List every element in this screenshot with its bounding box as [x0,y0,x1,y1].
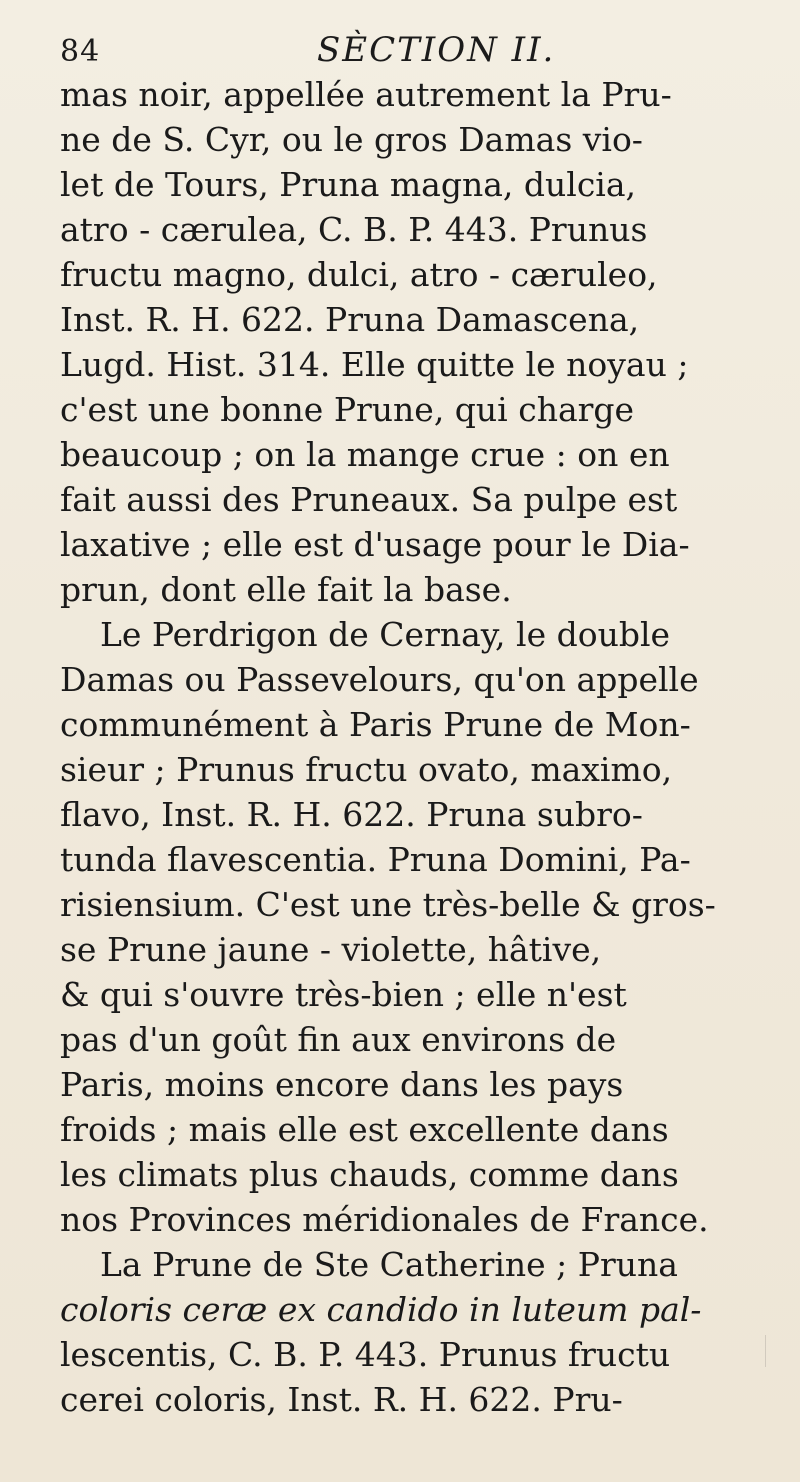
text-line: mas noir, appellée autrement la Pru- [60,75,672,114]
paragraph-start-line: La Prune de Ste Catherine ; Pruna [100,1245,678,1284]
text-line: nos Provinces méridionales de France. [60,1200,709,1239]
text-line: lescentis, C. B. P. 443. Prunus fructu [60,1335,671,1374]
text-line: les climats plus chauds, comme dans [60,1155,679,1194]
text-line: Lugd. Hist. 314. Elle quitte le noyau ; [60,345,689,384]
text-line: Inst. R. H. 622. Pruna Damascena, [60,300,640,339]
text-line: c'est une bonne Prune, qui charge [60,390,635,429]
text-line: Paris, moins encore dans les pays [60,1065,624,1104]
text-line: tunda flavescentia. Pruna Domini, Pa- [60,840,691,879]
text-line: prun, dont elle fait la base. [60,570,512,609]
text-line: fait aussi des Pruneaux. Sa pulpe est [60,480,678,519]
page-header [60,28,740,72]
text-line: sieur ; Prunus fructu ovato, maximo, [60,750,673,789]
text-line: flavo, Inst. R. H. 622. Pruna subro- [60,795,643,834]
text-line: pas d'un goût fin aux environs de [60,1020,617,1059]
text-line: ne de S. Cyr, ou le gros Damas vio- [60,120,643,159]
text-line: coloris ceræ ex candido in luteum pal- [60,1290,702,1329]
text-line: se Prune jaune - violette, hâtive, [60,930,602,969]
text-line: fructu magno, dulci, atro - cæruleo, [60,255,658,294]
page-number: 84 [60,34,101,69]
text-line: & qui s'ouvre très-bien ; elle n'est [60,975,627,1014]
body-text [60,72,740,1419]
text-line: beaucoup ; on la mange crue : on en [60,435,670,474]
text-line: froids ; mais elle est excellente dans [60,1110,669,1149]
text-line: let de Tours, Pruna magna, dulcia, [60,165,637,204]
text-line: Damas ou Passevelours, qu'on appelle [60,660,699,699]
paragraph-start-line: Le Perdrigon de Cernay, le double [100,615,671,654]
text-line: laxative ; elle est d'usage pour le Dia- [60,525,690,564]
text-line: risiensium. C'est une très-belle & gros- [60,885,716,924]
text-line: cerei coloris, Inst. R. H. 622. Pru- [60,1380,623,1419]
page-edge-mark [731,1335,766,1367]
text-line: communément à Paris Prune de Mon- [60,705,691,744]
text-line: atro - cærulea, C. B. P. 443. Prunus [60,210,648,249]
running-head: SÈCTION II. [317,30,556,70]
